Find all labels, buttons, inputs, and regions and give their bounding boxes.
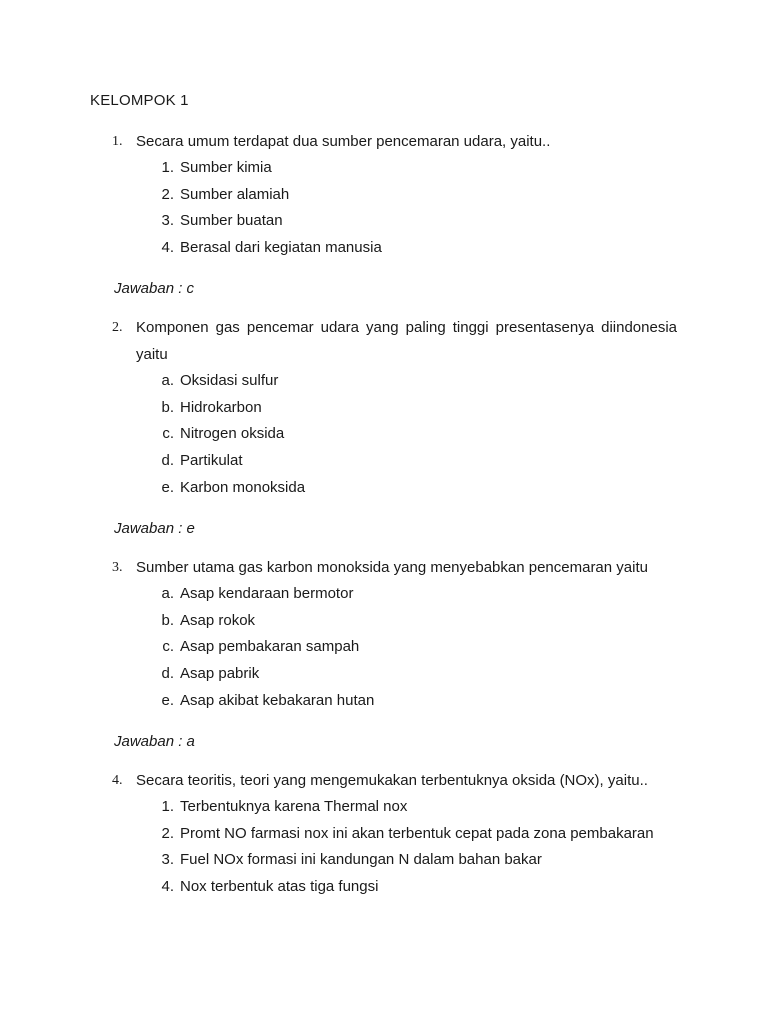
option-marker: 1. bbox=[161, 798, 174, 815]
option-text: Asap akibat kebakaran hutan bbox=[180, 691, 375, 709]
question-2 bbox=[112, 314, 677, 501]
question-text: Secara umum terdapat dua sumber pencemaran udara, yaitu.. bbox=[136, 133, 551, 150]
option-list bbox=[112, 794, 677, 901]
option-marker: 3. bbox=[161, 851, 174, 869]
option-text: Asap pabrik bbox=[180, 665, 260, 683]
option-marker: 1. bbox=[161, 159, 174, 176]
option-item bbox=[112, 821, 677, 848]
option-marker: c. bbox=[162, 638, 174, 656]
option-list bbox=[112, 581, 677, 714]
option-item bbox=[112, 608, 677, 635]
option-item bbox=[112, 448, 677, 475]
option-list bbox=[112, 368, 677, 501]
option-marker: a. bbox=[161, 585, 174, 602]
option-marker: b. bbox=[161, 398, 174, 416]
answer-1: Jawaban : c bbox=[114, 280, 195, 297]
question-number: 4. bbox=[112, 773, 123, 788]
option-marker: d. bbox=[161, 452, 174, 470]
option-item bbox=[112, 208, 677, 235]
option-marker: 4. bbox=[161, 878, 174, 896]
option-item bbox=[112, 581, 677, 608]
option-text: Sumber buatan bbox=[180, 212, 283, 230]
option-text: Asap pembakaran sampah bbox=[180, 638, 360, 656]
group-title: KELOMPOK 1 bbox=[90, 92, 189, 109]
option-text: Nox terbentuk atas tiga fungsi bbox=[180, 878, 379, 896]
option-marker: c. bbox=[162, 425, 174, 443]
option-marker: 3. bbox=[161, 212, 174, 230]
question-text: Komponen gas pencemar udara yang paling tinggi presentasenya diindonesia bbox=[136, 319, 677, 336]
option-text: Nitrogen oksida bbox=[180, 425, 285, 443]
question-3 bbox=[112, 554, 677, 714]
option-text: Sumber kimia bbox=[180, 159, 272, 176]
option-text: Karbon monoksida bbox=[180, 478, 306, 496]
option-marker: a. bbox=[161, 372, 174, 389]
option-item bbox=[112, 475, 677, 502]
option-marker: e. bbox=[161, 478, 174, 496]
option-marker: 2. bbox=[161, 824, 174, 842]
option-text: Hidrokarbon bbox=[180, 398, 262, 416]
question-4 bbox=[112, 767, 677, 901]
question-number: 2. bbox=[112, 320, 123, 335]
option-marker: e. bbox=[161, 691, 174, 709]
option-marker: 2. bbox=[161, 185, 174, 203]
option-list bbox=[112, 155, 677, 262]
option-item bbox=[112, 235, 677, 262]
option-text: Fuel NOx formasi ini kandungan N dalam bahan bakar bbox=[180, 851, 542, 869]
option-item bbox=[112, 794, 677, 821]
option-item bbox=[112, 874, 677, 901]
option-text: Berasal dari kegiatan manusia bbox=[180, 239, 382, 257]
option-text: Promt NO farmasi nox ini akan terbentuk cepat pada zona pembakaran bbox=[180, 824, 654, 842]
question-text-continuation: yaitu bbox=[136, 346, 168, 363]
option-item bbox=[112, 368, 677, 395]
option-text: Asap kendaraan bermotor bbox=[180, 585, 354, 602]
question-text: Secara teoritis, teori yang mengemukakan terbentuknya oksida (NOx), yaitu.. bbox=[136, 772, 648, 789]
question-number: 1. bbox=[112, 134, 123, 149]
option-text: Sumber alamiah bbox=[180, 185, 290, 203]
question-number: 3. bbox=[112, 560, 123, 575]
answer-2: Jawaban : e bbox=[114, 520, 195, 537]
option-item bbox=[112, 155, 677, 182]
option-text: Partikulat bbox=[180, 452, 243, 470]
option-item bbox=[112, 421, 677, 448]
option-item bbox=[112, 395, 677, 422]
answer-3: Jawaban : a bbox=[114, 733, 195, 750]
option-marker: 4. bbox=[161, 239, 174, 257]
option-text: Terbentuknya karena Thermal nox bbox=[180, 798, 408, 815]
option-item bbox=[112, 688, 677, 715]
option-marker: b. bbox=[161, 611, 174, 629]
option-text: Oksidasi sulfur bbox=[180, 372, 279, 389]
option-item bbox=[112, 661, 677, 688]
question-1 bbox=[112, 128, 677, 262]
option-item bbox=[112, 847, 677, 874]
option-marker: d. bbox=[161, 665, 174, 683]
question-text: Sumber utama gas karbon monoksida yang menyebabkan pencemaran yaitu bbox=[136, 559, 648, 576]
option-text: Asap rokok bbox=[180, 611, 256, 629]
option-item bbox=[112, 634, 677, 661]
option-item bbox=[112, 182, 677, 209]
